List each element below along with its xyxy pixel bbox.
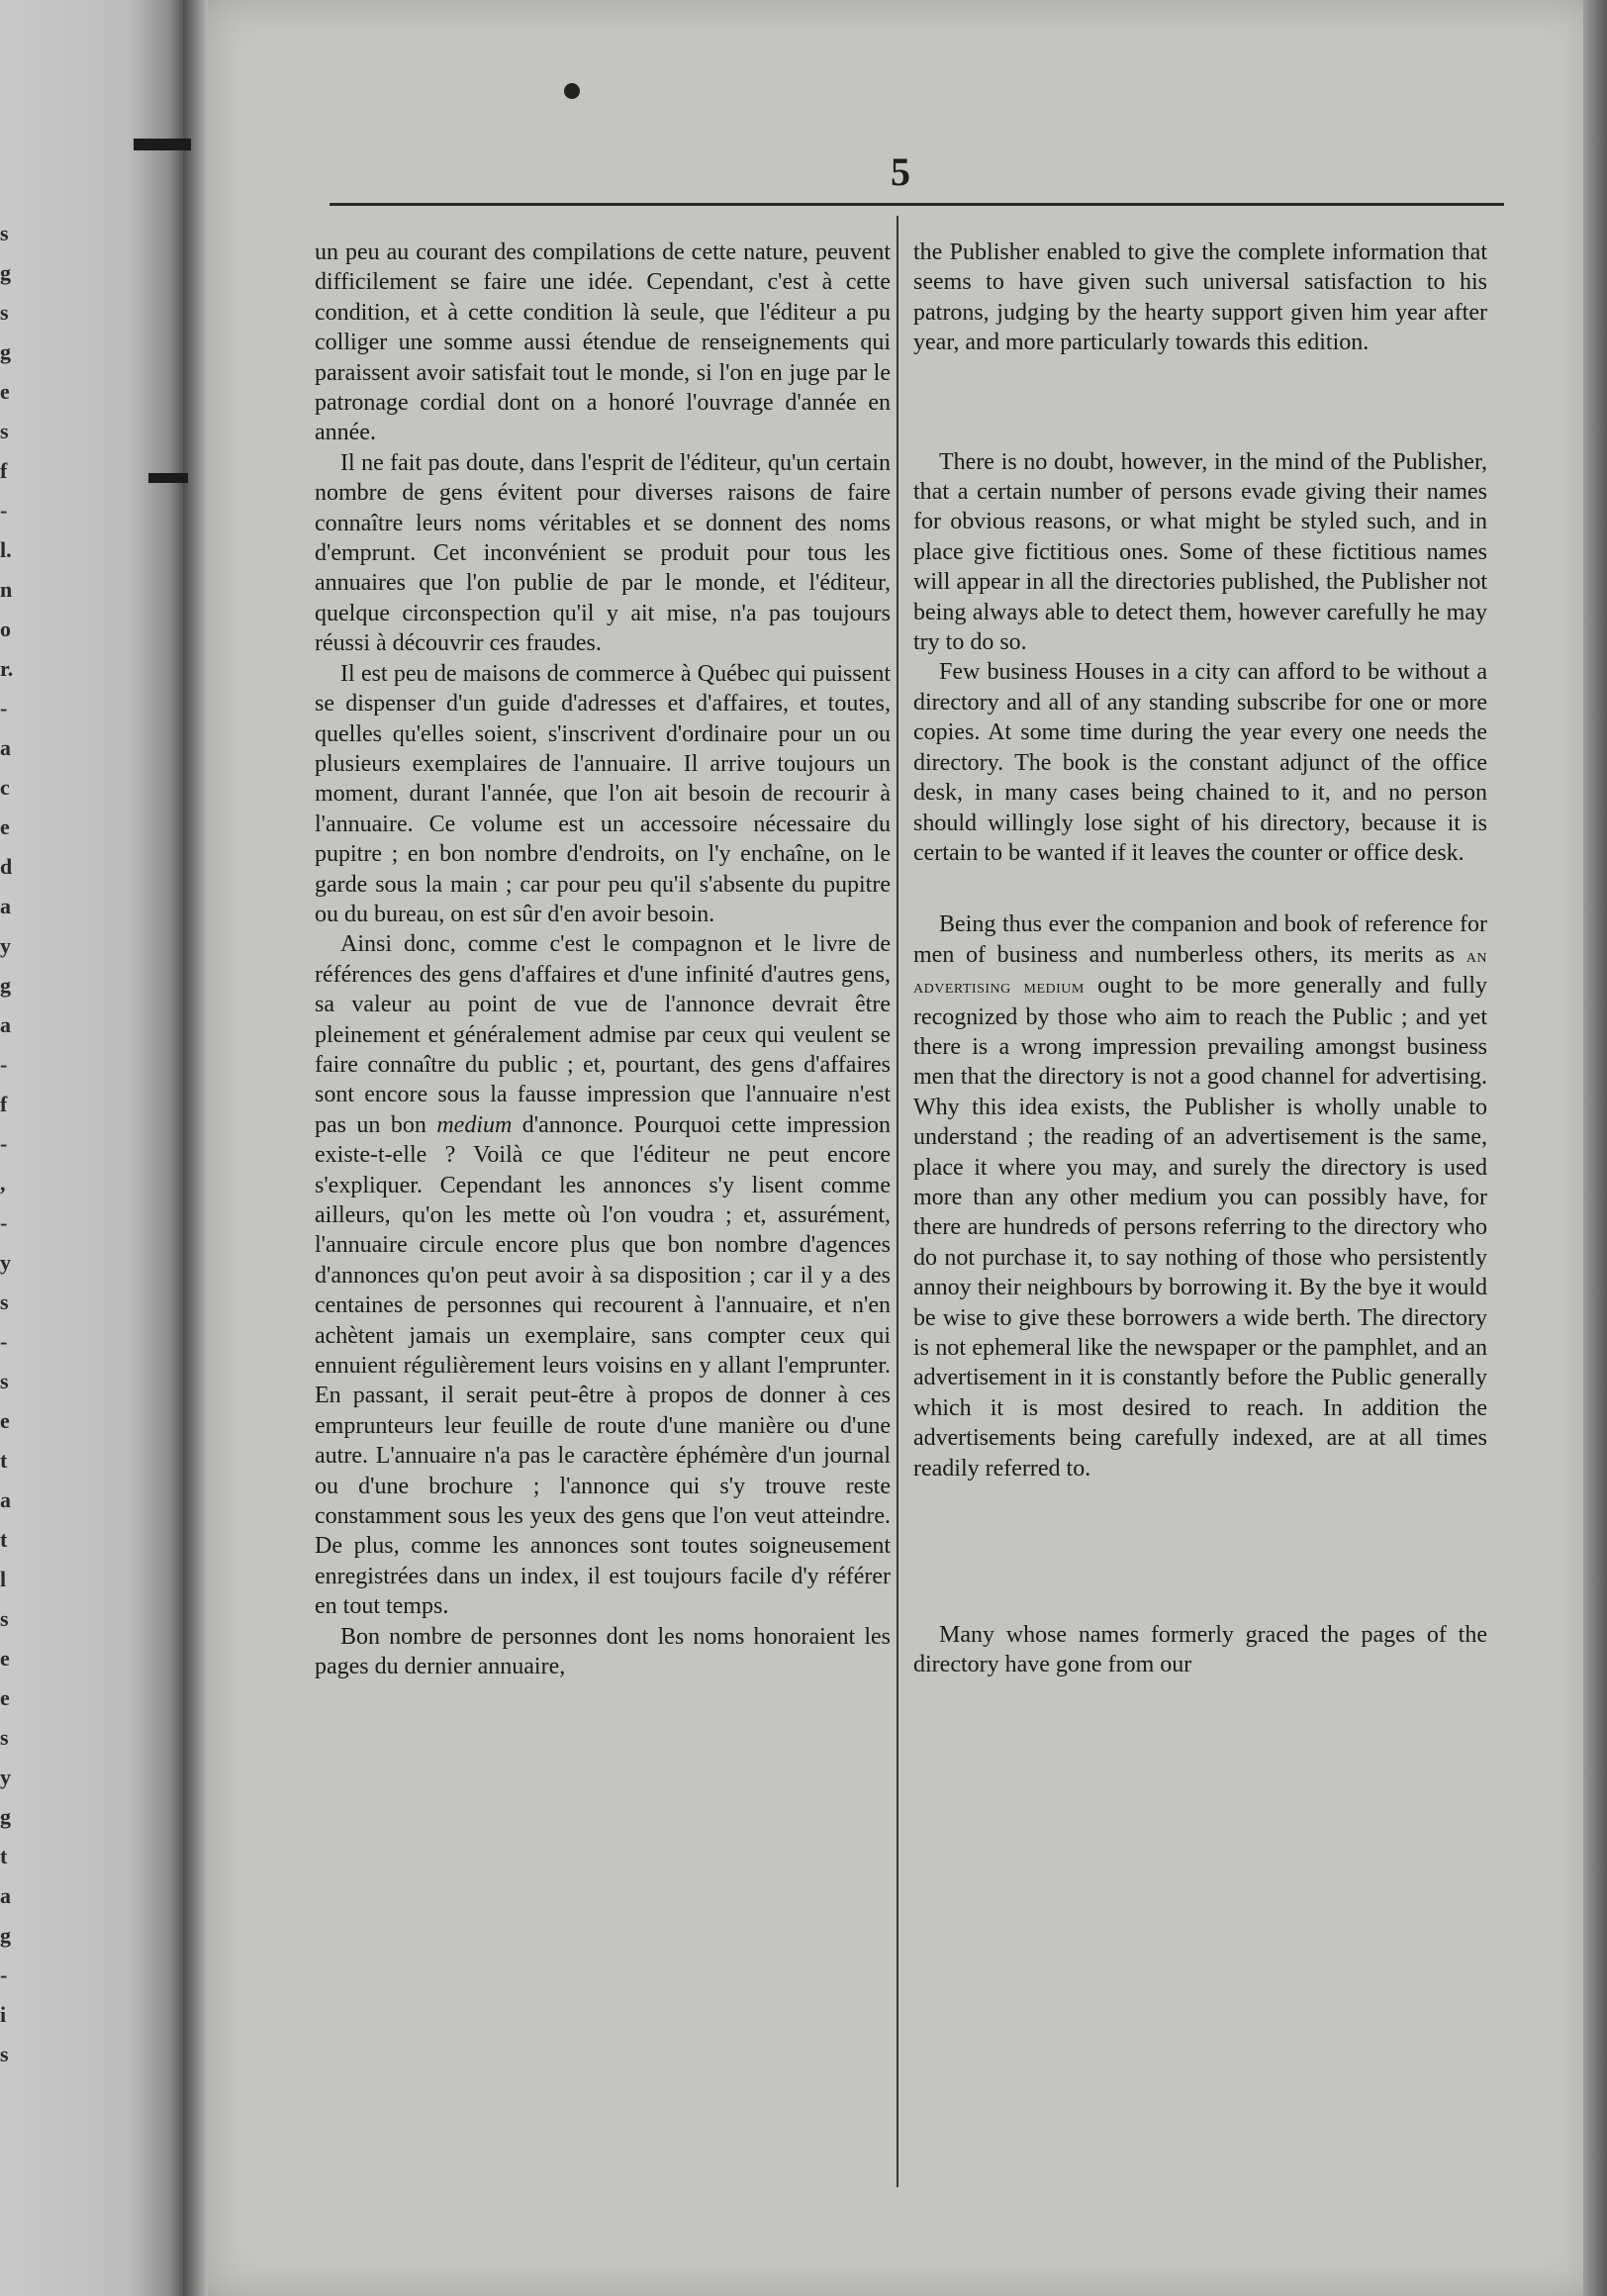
french-italic-term: medium xyxy=(436,1111,513,1138)
page-edge-shadow xyxy=(1583,0,1607,2296)
page-number: 5 xyxy=(891,149,910,194)
facing-page-fragment: l xyxy=(0,1567,7,1591)
french-paragraph xyxy=(315,929,891,1621)
facing-page-fragment: s xyxy=(0,1606,9,1631)
english-paragraph: the Publisher enabled to give the complete information that seems to have given such universal satisfaction to his patrons, judging by the hearty support given him year after year, and more particularly towards this edition. xyxy=(913,239,1487,356)
facing-page-fragment: g xyxy=(0,1923,11,1948)
facing-page-fragment: g xyxy=(0,339,11,364)
facing-page-fragment: g xyxy=(0,973,11,998)
english-text: ought to be more generally and fully recognized by those who aim to reach the Public ; and yet there is a wrong impression prevailing amongst business men that the directory is not a good channel for advertising. Why this idea exists, the Publisher is wholly unable to understand ; the reading of an advertisement is the same, place it where you may, and surely the directory is used more than any other medium you can possibly have, for there are hundreds of persons referring to the directory who do not purchase it, to say nothing of those who persistently annoy their neighbours by borrowing it. By the bye it would be wise to give these borrowers a wide berth. The directory is not ephemeral like the newspaper or the pamphlet, and an advertisement in it is constantly before the Public generally which it is most desired to reach. In addition the advertisements being carefully indexed, are at all times readily referred to. xyxy=(913,973,1487,1482)
facing-page-fragment: a xyxy=(0,735,11,760)
facing-page-fragment: s xyxy=(0,1725,9,1750)
binding-tab xyxy=(148,473,188,483)
english-small-caps-term: an advertising medium xyxy=(913,944,1487,999)
facing-page-fragment: l. xyxy=(0,537,12,562)
facing-page-fragment: e xyxy=(0,1685,10,1710)
facing-page-fragment: e xyxy=(0,379,10,404)
binding-gutter xyxy=(183,0,208,2296)
english-text: Being thus ever the companion and book of reference for men of business and numberless others, its merits as xyxy=(913,911,1487,968)
facing-page-fragment: d xyxy=(0,854,13,879)
binding-tab xyxy=(134,139,191,150)
facing-page-fragment: f xyxy=(0,1092,8,1116)
facing-page-fragment: y xyxy=(0,1250,11,1275)
french-text: d'annonce. Pourquoi cette impression existe-t-elle ? Voilà ce que l'éditeur ne peut encore s'expliquer. Cependant les annonces s'y lisent comme ailleurs, qu'on les mette où l'on voudra ; et, assurément, l'annuaire circule encore plus que bon nombre d'agences d'annonces qu'on peut avoir à sa disposition ; car il y a des centaines de personnes qui recourent à l'annuaire, et n'en achètent jamais un exemplaire, sans compter ceux qui ennuient régulièrement leurs voisins en y allant l'emprunter. En passant, il serait peut-être à propos de donner à ces emprunteurs leur feuille de route d'une manière ou d'une autre. L'annuaire n'a pas le caractère éphémère d'un journal ou d'une brochure ; l'annonce qui s'y trouve reste constamment sous les yeux des gens que l'on veut atteindre. De plus, comme les annonces sont toutes soigneusement enregistrées dans un index, il est toujours facile d'y référer en tout temps. xyxy=(315,1111,892,1620)
facing-page-fragment: - xyxy=(0,1329,8,1354)
facing-page-fragment: a xyxy=(0,1487,11,1512)
facing-page-fragment: - xyxy=(0,1131,8,1156)
facing-page-edge xyxy=(0,0,183,2296)
facing-page-fragment: s xyxy=(0,1369,9,1393)
facing-page-fragment: y xyxy=(0,1765,11,1789)
facing-page-fragment: t xyxy=(0,1448,8,1473)
facing-page-fragment: - xyxy=(0,1962,8,1987)
french-paragraph: Bon nombre de personnes dont les noms honoraient les pages du dernier annuaire, xyxy=(315,1623,891,1680)
facing-page-fragment: o xyxy=(0,617,11,641)
ink-blot xyxy=(564,83,580,99)
english-paragraph: Many whose names formerly graced the pages of the directory have gone from our xyxy=(913,1622,1487,1678)
facing-page-fragment: e xyxy=(0,1646,10,1671)
facing-page-fragment: t xyxy=(0,1527,8,1552)
facing-page-fragment: s xyxy=(0,2042,9,2066)
english-paragraph: Few business Houses in a city can afford to be without a directory and all of any standing subscribe for one or more copies. At some time during the year every one needs the directory. The book is the constant adjunct of the office desk, in many cases being chained to it, and no person should willingly lose sight of his directory, because it is certain to be wanted if it leaves the counter or office desk. xyxy=(913,659,1487,866)
french-column xyxy=(315,238,891,1682)
facing-page-fragment: c xyxy=(0,775,10,800)
facing-page-fragment: - xyxy=(0,1052,8,1077)
facing-page-fragment: s xyxy=(0,300,9,325)
facing-page-fragment: e xyxy=(0,814,10,839)
facing-page-fragment: s xyxy=(0,1290,9,1314)
facing-page-fragment: - xyxy=(0,696,8,720)
column-divider xyxy=(897,216,898,2187)
header-rule xyxy=(330,203,1504,206)
french-paragraph: Il est peu de maisons de commerce à Québec qui puissent se dispenser d'un guide d'adresses et d'affaires, et toutes, quelles qu'elles soient, s'inscrivent d'ordinaire pour un ou plusieurs exemplaires de l'annuaire. Il arrive toujours un moment, durant l'année, que l'on ait besoin de recourir à l'annuaire. Ce volume est un accessoire nécessaire du pupitre ; en bon nombre d'endroits, on l'y enchaîne, on le garde sous la main ; car pour peu qu'il s'absente du pupitre ou du bureau, on est sûr d'en avoir besoin. xyxy=(315,660,891,927)
facing-page-fragment: , xyxy=(0,1171,6,1196)
english-paragraph: There is no doubt, however, in the mind of the Publisher, that a certain number of persons evade giving their names for obvious reasons, or what might be styled such, and in place give fictitious ones. Some of these fictitious names will appear in all the directories published, the Publisher not being always able to detect them, however carefully he may try to do so. xyxy=(913,448,1487,656)
english-paragraph xyxy=(913,909,1487,1483)
facing-page-fragment: a xyxy=(0,1883,11,1908)
facing-page-fragment: e xyxy=(0,1408,10,1433)
facing-page-fragment: g xyxy=(0,260,11,285)
facing-page-fragment: g xyxy=(0,1804,11,1829)
facing-page-fragment: - xyxy=(0,1210,8,1235)
facing-page-fragment: f xyxy=(0,458,8,483)
english-column xyxy=(913,238,1487,1680)
facing-page-fragment: - xyxy=(0,498,8,523)
facing-page-fragment: r. xyxy=(0,656,14,681)
french-paragraph: Il ne fait pas doute, dans l'esprit de l'éditeur, qu'un certain nombre de gens évitent pour diverses raisons de faire connaître leurs noms véritables et se donnent des noms d'emprunt. Cet inconvénient se produit pour tous les annuaires que l'on publie de par le monde, et l'éditeur, quelque circonspection qu'il y ait mise, n'a pas toujours réussi à découvrir ces fraudes. xyxy=(315,449,891,657)
facing-page-fragment: a xyxy=(0,1012,11,1037)
facing-page-fragment: s xyxy=(0,419,9,443)
facing-page-fragment: n xyxy=(0,577,13,602)
facing-page-fragment: y xyxy=(0,933,11,958)
facing-page-fragment: t xyxy=(0,1844,8,1868)
facing-page-fragment: a xyxy=(0,894,11,918)
facing-page-fragment: s xyxy=(0,221,9,245)
facing-page-fragment: i xyxy=(0,2002,7,2027)
french-text: Ainsi donc, comme c'est le compagnon et le livre de références des gens d'affaires et d'une infinité d'autres gens, sa valeur au point de vue de l'annonce devrait être pleinement et généralement admise par ceux qui veulent se faire connaître du public ; et, pourtant, des gens d'affaires sont encore sous la fausse impression que l'annuaire n'est pas un bon xyxy=(315,931,891,1138)
french-paragraph: un peu au courant des compilations de cette nature, peuvent difficilement se faire une idée. Cependant, c'est à cette condition, et à cette condition là seule, que l'éditeur a pu colliger une somme aussi étendue de renseignements qui paraissent avoir satisfait tout le monde, si l'on en juge par le patronage cordial dont on a honoré l'ouvrage d'année en année. xyxy=(315,239,891,446)
